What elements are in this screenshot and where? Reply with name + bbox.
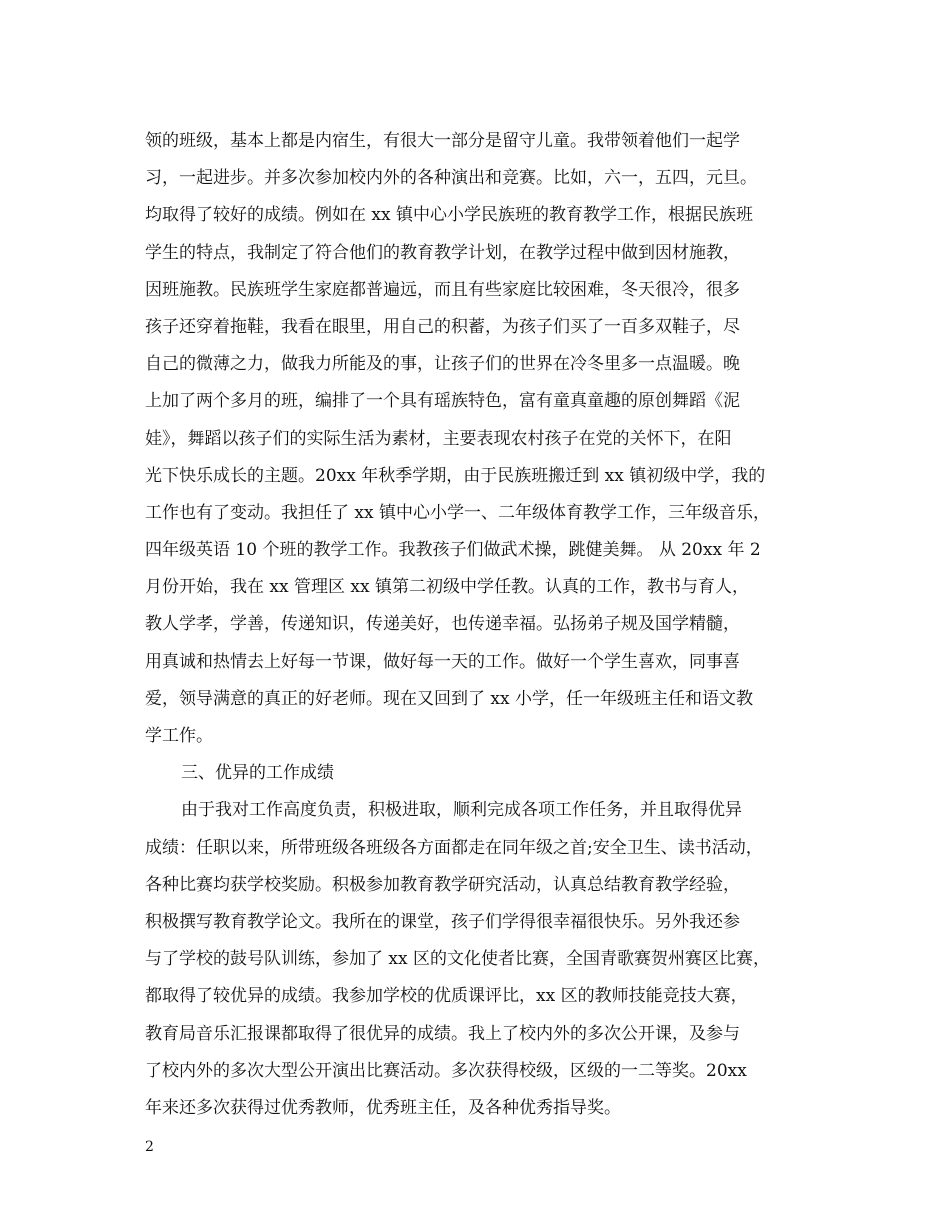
body-line: 学生的特点，我制定了符合他们的教育教学计划，在教学过程中做到因材施教， (145, 242, 740, 263)
body-line: 积极撰写教育教学论文。我所在的课堂，孩子们学得很幸福很快乐。另外我还参 (145, 911, 740, 932)
body-line: 与了学校的鼓号队训练，参加了 xx 区的文化使者比赛，全国青歌赛贺州赛区比赛， (145, 949, 770, 970)
body-line: 四年级英语 10 个班的教学工作。我教孩子们做武术操，跳健美舞。 从 20xx 年 2 (145, 540, 761, 561)
body-line: 均取得了较好的成绩。例如在 xx 镇中心小学民族班的教育教学工作，根据民族班 (145, 205, 753, 226)
paragraph-first-line: 由于我对工作高度负责，积极进取，顺利完成各项工作任务，并且取得优异 (181, 800, 742, 821)
body-line: 教人学孝，学善，传递知识，传递美好，也传递幸福。弘扬弟子规及国学精髓， (145, 614, 740, 635)
body-line: 因班施教。民族班学生家庭都普遍远，而且有些家庭比较困难，冬天很冷，很多 (145, 279, 740, 300)
body-line: 爱，领导满意的真正的好老师。现在又回到了 xx 小学，任一年级班主任和语文教 (145, 688, 753, 709)
body-line: 用真诚和热情去上好每一节课，做好每一天的工作。做好一个学生喜欢，同事喜 (145, 651, 740, 672)
body-line: 领的班级，基本上都是内宿生，有很大一部分是留守儿童。我带领着他们一起学 (145, 131, 740, 151)
body-line: 自己的微薄之力，做我力所能及的事，让孩子们的世界在冷冬里多一点温暖。晚 (145, 354, 740, 375)
body-line: 上加了两个多月的班，编排了一个具有瑶族特色，富有童真童趣的原创舞蹈《泥 (145, 391, 740, 412)
body-line: 都取得了较优异的成绩。我参加学校的优质课评比，xx 区的教师技能竞技大赛， (145, 986, 748, 1007)
body-line: 孩子还穿着拖鞋，我看在眼里，用自己的积蓄，为孩子们买了一百多双鞋子，尽 (145, 316, 740, 337)
document-body (145, 123, 835, 1127)
body-line: 教育局音乐汇报课都取得了很优异的成绩。我上了校内外的多次公开课，及参与 (145, 1023, 740, 1044)
body-line: 习，一起进步。并多次参加校内外的各种演出和竞赛。比如，六一，五四，元旦。 (145, 168, 757, 189)
body-line: 成绩：任职以来，所带班级各班级各方面都走在同年级之首;安全卫生、读书活动， (145, 837, 763, 858)
body-line: 年来还多次获得过优秀教师，优秀班主任，及各种优秀指导奖。 (145, 1097, 621, 1118)
body-line: 光下快乐成长的主题。20xx 年秋季学期，由于民族班搬迁到 xx 镇初级中学，我的 (145, 465, 766, 486)
section-heading: 三、优异的工作成绩 (181, 763, 334, 784)
body-line: 娃》，舞蹈以孩子们的实际生活为素材，主要表现农村孩子在党的关怀下，在阳 (145, 428, 732, 449)
page-number: 2 (145, 1139, 154, 1155)
body-line: 月份开始，我在 xx 管理区 xx 镇第二初级中学任教。认真的工作，教书与育人， (145, 577, 749, 598)
body-line: 各种比赛均获学校奖励。积极参加教育教学研究活动，认真总结教育教学经验， (145, 874, 740, 895)
body-line: 学工作。 (145, 726, 213, 746)
body-line: 工作也有了变动。我担任了 xx 镇中心小学一、二年级体育教学工作，三年级音乐， (145, 502, 770, 523)
body-line: 了校内外的多次大型公开演出比赛活动。多次获得校级，区级的一二等奖。20xx (145, 1060, 747, 1081)
